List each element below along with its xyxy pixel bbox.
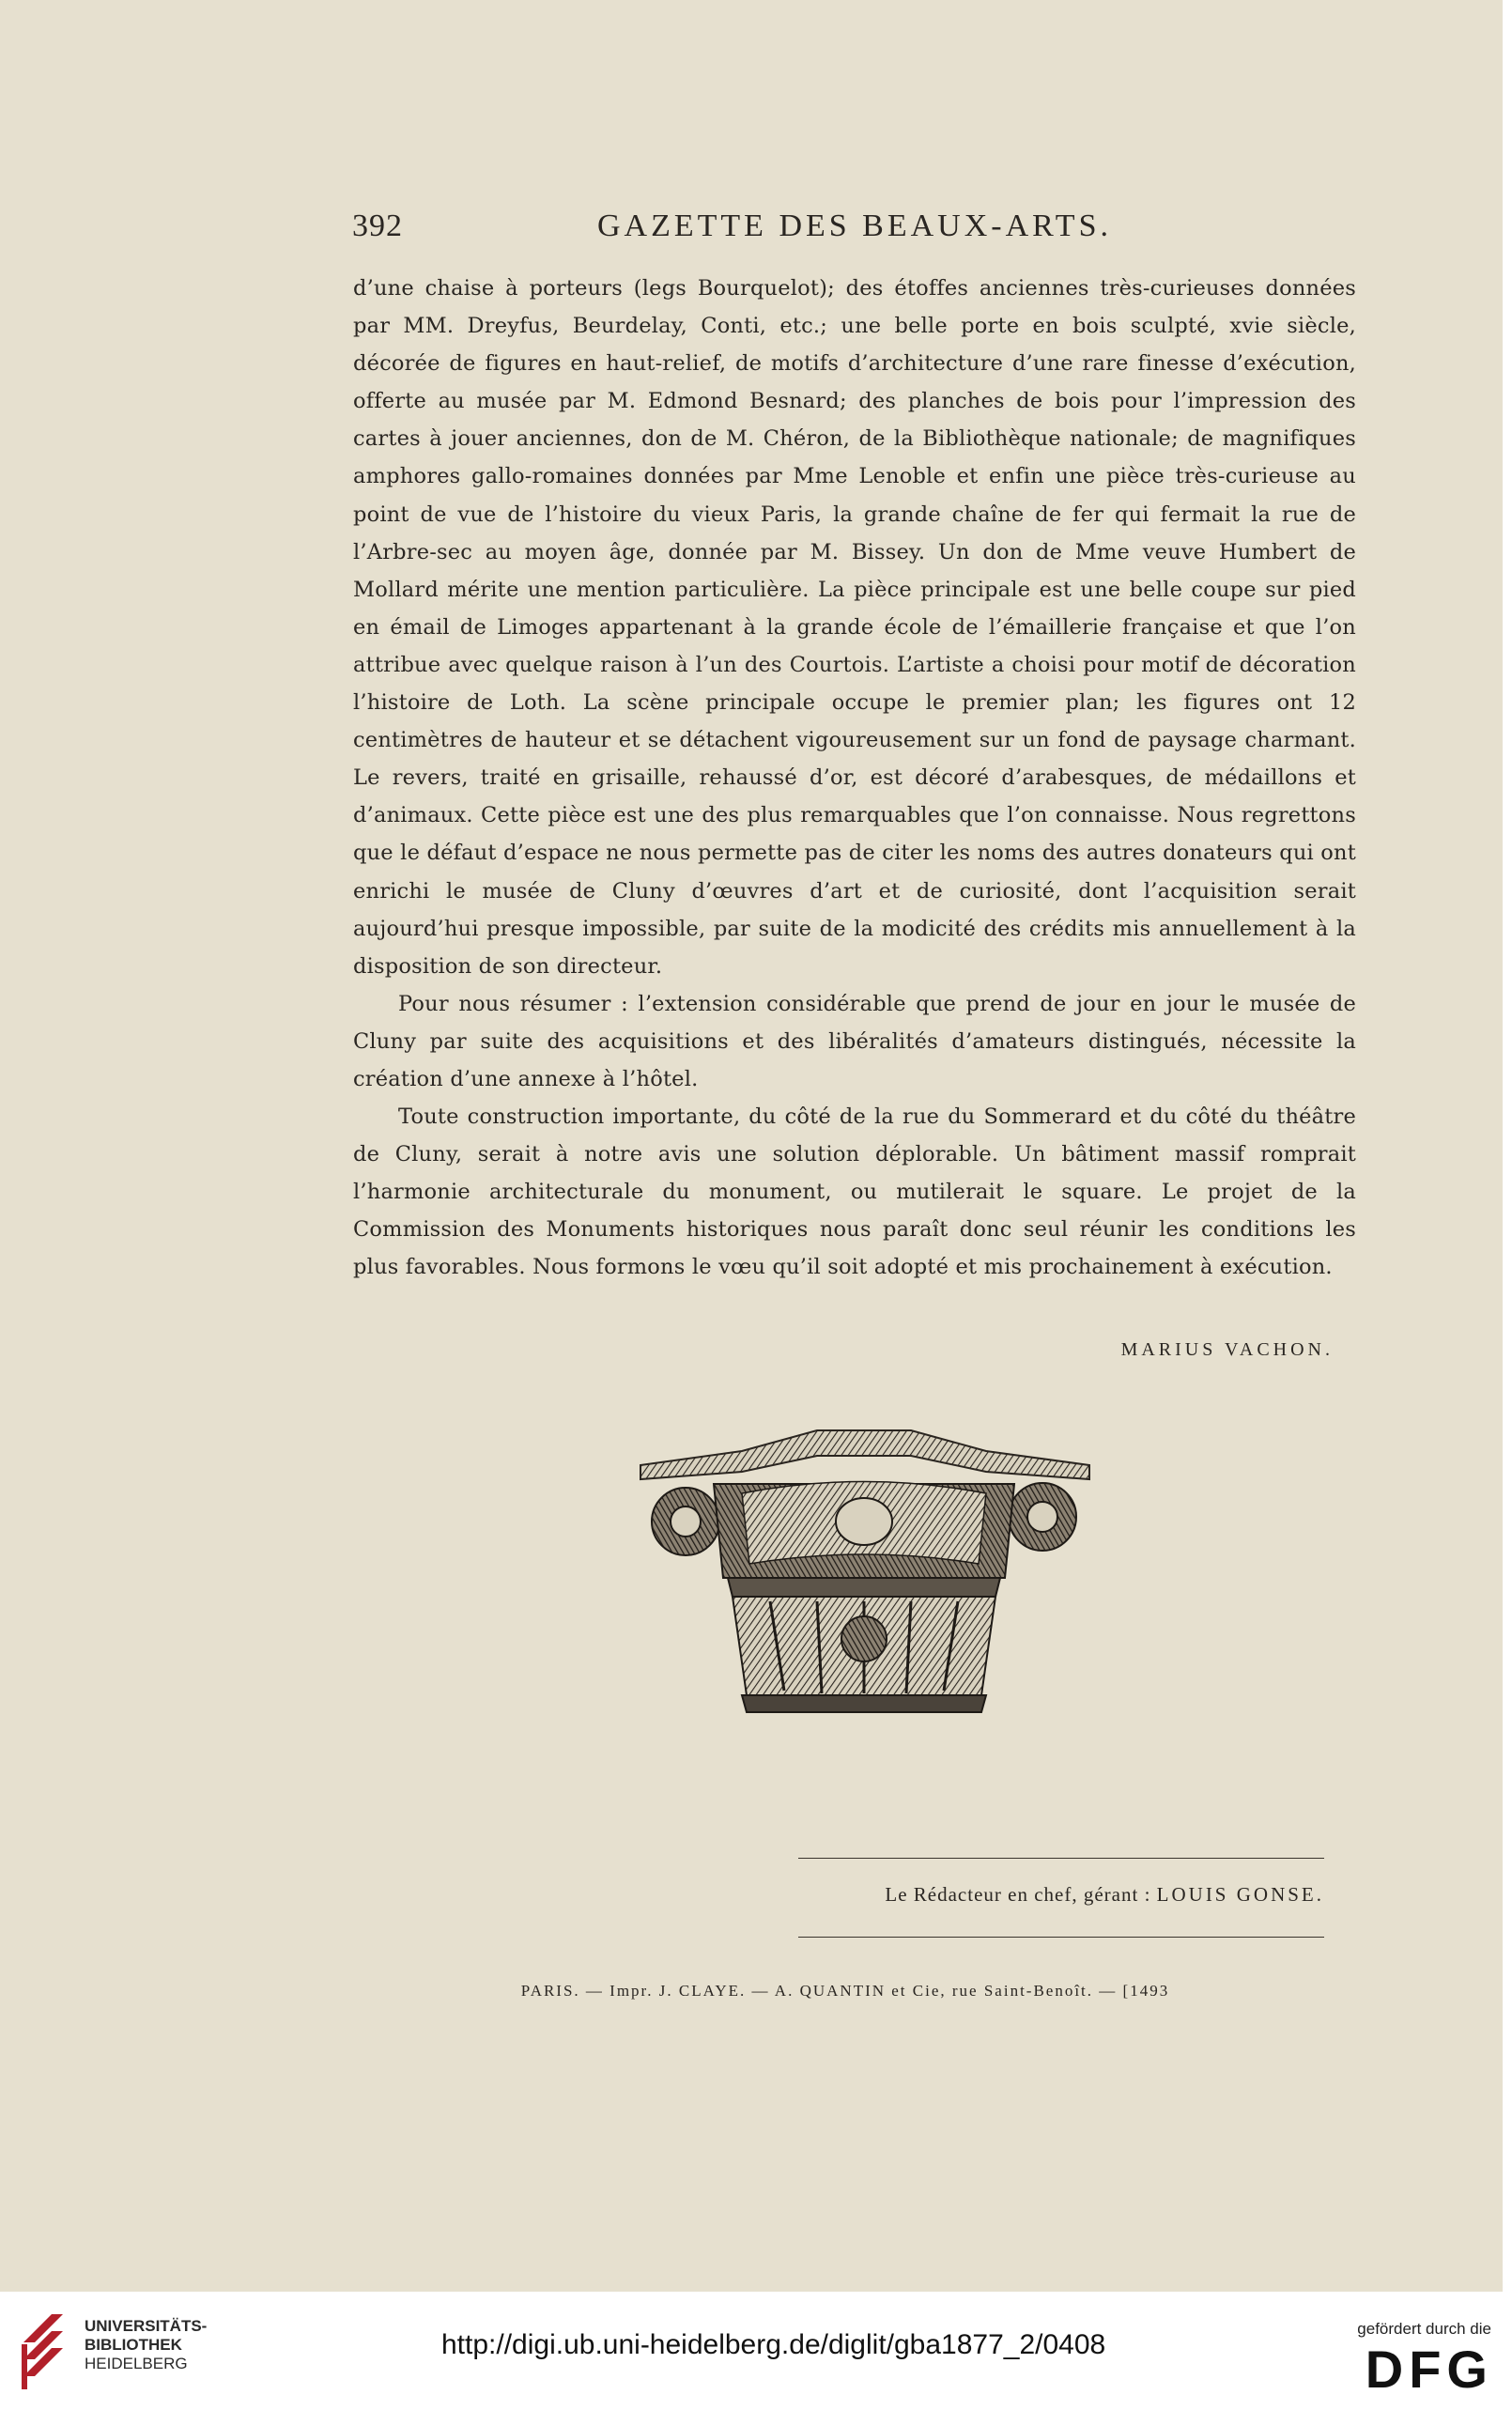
digitization-footer: [0, 2292, 1512, 2410]
page-number: 392: [352, 209, 403, 243]
institution-line-2: BIBLIOTHEK: [85, 2336, 182, 2354]
institution-name: [85, 2317, 207, 2373]
institution-line-1: UNIVERSITÄTS-: [85, 2317, 208, 2335]
divider-top: [798, 1858, 1324, 1859]
editor-credit: [798, 1883, 1324, 1907]
printer-imprint: PARIS. — Impr. J. CLAYE. — A. QUANTIN et Cie, rue Saint-Benoît. — [1493: [520, 1982, 1170, 2000]
funded-by-label: gefördert durch die: [1357, 2320, 1491, 2338]
author-signature: MARIUS VACHON.: [1120, 1339, 1334, 1360]
divider-bottom: [798, 1937, 1324, 1938]
institution-line-3: HEIDELBERG: [85, 2355, 188, 2372]
permalink[interactable]: http://digi.ub.uni-heidelberg.de/diglit/gba1877_2/0408: [441, 2329, 1106, 2360]
editor-label: Le Rédacteur en chef, gérant :: [885, 1883, 1151, 1906]
article-body: [353, 270, 1356, 1287]
paragraph-3: Toute construction importante, du côté de la rue du Sommerard et du côté du théâtre de Cluny, serait à notre avis une solution déplorable. Un bâtiment massif romprait l’harmonie architecturale du monument, ou mutilerait le square. Le projet de la Commission des Monuments historiques nous paraît donc seul réunir les conditions les plus favorables. Nous formons le vœu qu’il soit adopté et mis prochainement à exécution.: [353, 1105, 1356, 1280]
running-header: [352, 209, 1357, 255]
editor-name: LOUIS GONSE.: [1156, 1883, 1324, 1906]
paragraph-1: d’une chaise à porteurs (legs Bourquelot); des étoffes anciennes très-curieuses données par MM. Dreyfus, Beurdelay, Conti, etc.; une belle porte en bois sculpté, xvie siècle, décorée de figures en haut-relief, de motifs d’architecture d’une rare finesse d’exécution, offerte au musée par M. Edmond Besnard; des planches de bois pour l’impression des cartes à jouer anciennes, don de M. Chéron, de la Bibliothèque nationale; de magnifiques amphores gallo-romaines données par Mme Lenoble et enfin une pièce très-curieuse au point de vue de l’histoire du vieux Paris, la grande chaîne de fer qui fermait la rue de l’Arbre-sec au moyen âge, donnée par M. Bissey. Un don de Mme veuve Humbert de Mollard mérite une mention particulière. La pièce principale est une belle coupe sur pied en émail de Limoges appartenant à la grande école de l’émaillerie française et que l’on attribue avec quelque raison à l’un des Courtois. L’artiste a choisi pour motif de décoration l’histoire de Loth. La scène principale occupe le premier plan; les figures ont 12 centimètres de hauteur et se détachent vigoureusement sur un fond de paysage charmant. Le revers, traité en grisaille, rehaussé d’or, est décoré d’arabesques, de médaillons et d’animaux. Cette pièce est une des plus remarquables que l’on connaisse. Nous regrettons que le défaut d’espace ne nous permette pas de citer les noms des autres donateurs qui ont enrichi le musée de Cluny d’œuvres d’art et de curiosité, dont l’acquisition serait aujourd’hui presque impossible, par suite de la modicité des crédits mis annuellement à la disposition de son directeur.: [353, 276, 1356, 979]
dfg-logo: DFG: [1365, 2340, 1493, 2399]
paragraph-2: Pour nous résumer : l’extension considérable que prend de jour en jour le musée de Cluny par suite des acquisitions et des libéralités d’amateurs distingués, nécessite la création d’une annexe à l’hôtel.: [353, 991, 1356, 1091]
corinthian-capital-engraving: [629, 1414, 1099, 1723]
library-logo-icon: [14, 2310, 70, 2391]
journal-title: GAZETTE DES BEAUX-ARTS.: [597, 209, 1112, 243]
